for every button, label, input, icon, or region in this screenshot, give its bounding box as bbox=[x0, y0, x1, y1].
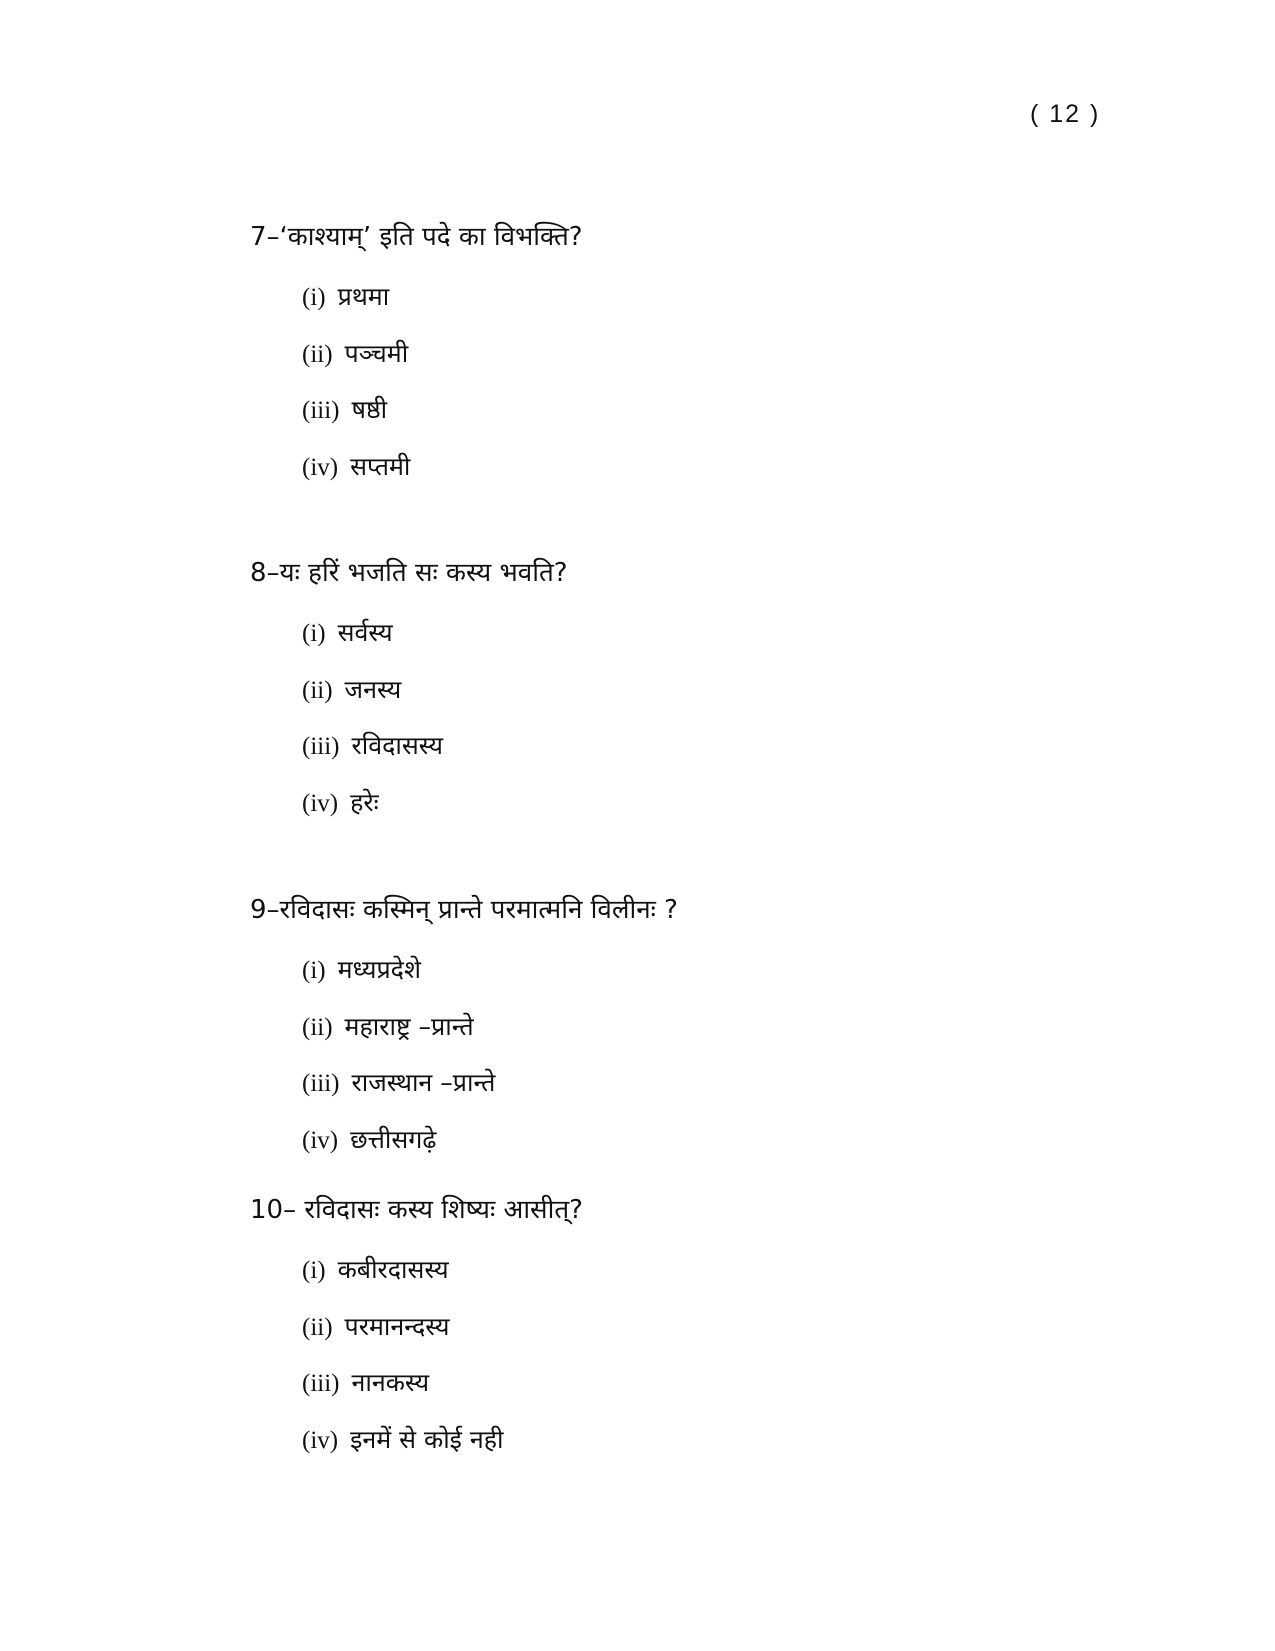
question-9 bbox=[250, 893, 1150, 1179]
option-list bbox=[250, 1253, 1150, 1479]
option-text: हरेः bbox=[350, 787, 379, 817]
option-iii bbox=[302, 729, 1150, 786]
option-iii bbox=[302, 1066, 1150, 1123]
option-text: सर्वस्य bbox=[337, 618, 393, 647]
option-text: कबीरदासस्य bbox=[337, 1255, 449, 1284]
option-number: (iv) bbox=[302, 1426, 339, 1454]
option-iv bbox=[302, 786, 1150, 843]
option-number: (ii) bbox=[302, 1313, 333, 1341]
option-ii bbox=[302, 1310, 1150, 1367]
option-text: पञ्चमी bbox=[344, 338, 409, 368]
option-ii bbox=[302, 673, 1150, 730]
option-text: छत्तीसगढ़े bbox=[350, 1124, 437, 1154]
option-number: (i) bbox=[302, 284, 326, 311]
option-text: रविदासस्य bbox=[351, 731, 443, 760]
option-iii bbox=[302, 393, 1150, 450]
question-text: 9–रविदासः कस्मिन् प्रान्ते परमात्मनि विलीनः ? bbox=[250, 895, 678, 925]
question-text: 8–यः हरिं भजति सः कस्य भवति? bbox=[250, 558, 568, 588]
option-text: परमानन्दस्य bbox=[344, 1311, 450, 1341]
option-ii bbox=[302, 337, 1150, 394]
question-text: 10– रविदासः कस्य शिष्यः आसीत्? bbox=[250, 1195, 583, 1225]
option-text: राजस्थान –प्रान्ते bbox=[351, 1068, 496, 1097]
page-number: ( 12 ) bbox=[1030, 100, 1101, 128]
option-number: (iii) bbox=[302, 397, 340, 424]
option-text: प्रथमा bbox=[337, 282, 390, 311]
option-number: (iii) bbox=[302, 1370, 340, 1397]
option-iii bbox=[302, 1366, 1150, 1423]
option-iv bbox=[302, 1123, 1150, 1180]
option-text: जनस्य bbox=[344, 674, 402, 704]
question-10 bbox=[250, 1193, 1150, 1479]
option-number: (iii) bbox=[302, 733, 340, 760]
option-text: मध्यप्रदेशे bbox=[337, 955, 421, 984]
option-list bbox=[250, 953, 1150, 1179]
option-number: (iv) bbox=[302, 453, 339, 481]
option-iv bbox=[302, 450, 1150, 507]
option-text: इनमें से कोई नही bbox=[350, 1424, 504, 1454]
option-i bbox=[302, 280, 1150, 337]
question-text: 7–‘काश्याम्’ इति पदे का विभक्ति? bbox=[250, 222, 583, 252]
question-7 bbox=[250, 220, 1150, 506]
option-list bbox=[250, 280, 1150, 506]
option-text: नानकस्य bbox=[351, 1368, 430, 1397]
option-i bbox=[302, 616, 1150, 673]
option-ii bbox=[302, 1010, 1150, 1067]
option-list bbox=[250, 616, 1150, 842]
option-number: (iv) bbox=[302, 789, 339, 817]
option-number: (iii) bbox=[302, 1070, 340, 1097]
option-number: (ii) bbox=[302, 1013, 333, 1041]
option-text: महाराष्ट्र –प्रान्ते bbox=[344, 1011, 474, 1041]
option-i bbox=[302, 953, 1150, 1010]
option-text: सप्तमी bbox=[350, 451, 411, 481]
option-text: षष्ठी bbox=[351, 395, 388, 424]
option-number: (ii) bbox=[302, 676, 333, 704]
option-number: (ii) bbox=[302, 340, 333, 368]
option-number: (i) bbox=[302, 957, 326, 984]
option-i bbox=[302, 1253, 1150, 1310]
question-8 bbox=[250, 556, 1150, 842]
option-iv bbox=[302, 1423, 1150, 1480]
option-number: (i) bbox=[302, 620, 326, 647]
option-number: (i) bbox=[302, 1257, 326, 1284]
option-number: (iv) bbox=[302, 1126, 339, 1154]
